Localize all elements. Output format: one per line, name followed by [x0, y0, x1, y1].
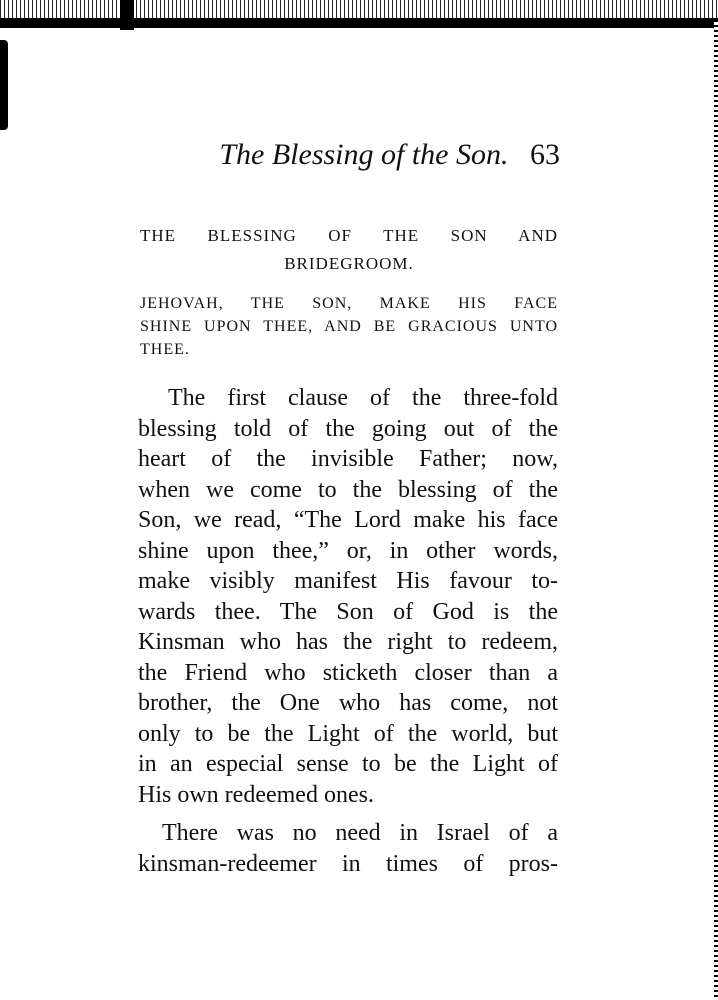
scan-top-mark	[120, 0, 134, 30]
text-line: The first clause of the three-fold	[168, 385, 558, 411]
text-line: only to be the Light of the world, but	[138, 720, 558, 747]
text-line: blessing told of the going out of the	[138, 415, 558, 442]
verse-line-1: JEHOVAH, THE SON, MAKE HIS FACE	[140, 295, 558, 312]
text-line: wards thee. The Son of God is the	[138, 598, 558, 625]
section-title	[140, 222, 558, 278]
scan-top-band	[0, 18, 718, 28]
scan-right-edge	[714, 20, 718, 1000]
text-line: make visibly manifest His favour to-	[138, 568, 558, 594]
text-line: in an especial sense to be the Light of	[138, 751, 558, 777]
page-number: 63	[530, 138, 560, 171]
text-line: kinsman-redeemer in times of pros-	[138, 850, 558, 877]
section-title-line-2: BRIDEGROOM.	[284, 254, 414, 273]
text-line: Son, we read, “The Lord make his face	[138, 507, 558, 533]
verse-line-2: SHINE UPON THEE, AND BE GRACIOUS UNTO	[140, 318, 558, 335]
text-line: heart of the invisible Father; now,	[138, 446, 558, 472]
verse-line-3: THEE.	[140, 341, 190, 358]
text-line: Kinsman who has the right to redeem,	[138, 629, 558, 655]
text-line: There was no need in Israel of a	[162, 820, 558, 846]
scan-left-mark	[0, 40, 8, 130]
text-line: His own redeemed ones.	[138, 781, 374, 808]
scripture-verse	[140, 292, 558, 361]
text-line: the Friend who sticketh closer than a	[138, 659, 558, 686]
text-line: brother, the One who has come, not	[138, 690, 558, 716]
running-title: The Blessing of the Son.	[219, 138, 509, 171]
paragraph-2	[138, 818, 558, 879]
page-header	[140, 138, 560, 172]
text-line: when we come to the blessing of the	[138, 476, 558, 503]
section-title-line-1: THE BLESSING OF THE SON AND	[140, 226, 558, 245]
text-line: shine upon thee,” or, in other words,	[138, 537, 558, 564]
paragraph-1	[138, 383, 558, 810]
